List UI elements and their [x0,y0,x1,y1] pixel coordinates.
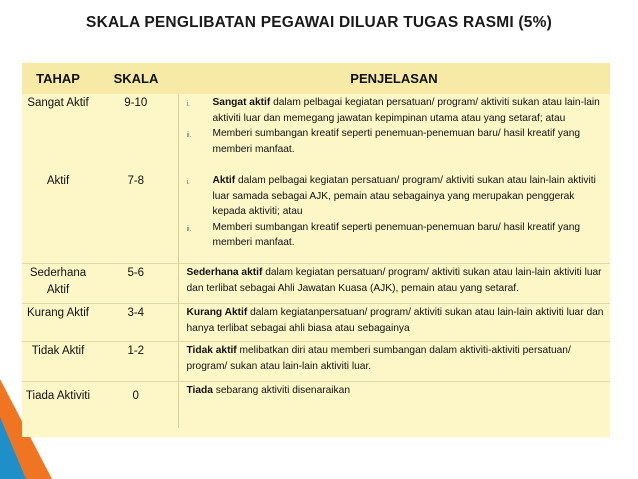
tahap-cell: Aktif [46,175,70,187]
desc-text: sebarang aktiviti disenaraikan [212,385,350,396]
item-number: ii. [186,225,192,233]
skala-cell: 0 [94,382,178,429]
item-text: dalam pelbagai kegiatan persatuan/ program/ aktiviti sukan atau lain-lain aktiviti luar dan memegang jawatan kepimpinan utama atau yang setaraf; atau [212,97,600,124]
desc-bold: Tidak aktif [186,345,237,356]
skala-cell: 9-10 [124,97,148,109]
penjelasan-cell [178,94,610,172]
header-tahap: TAHAP [22,63,94,94]
penjelasan-cell [178,342,610,382]
table-row [22,94,610,172]
scale-table [22,63,610,437]
penjelasan-cell [178,382,610,429]
tahap-cell: Sangat Aktif [27,97,89,109]
table-row [22,304,610,342]
item-text: dalam pelbagai kegiatan persatuan/ program/ aktiviti sukan atau lain-lain aktiviti luar samada sebagai AJK, pemain atau sebagainya yang merupakan penggerak kepada aktiviti; atau [212,175,596,217]
tahap-cell: Tidak Aktif [22,342,94,382]
header-skala: SKALA [94,63,178,94]
desc-text: dalam kegiatanpersatuan/ program/ aktiviti sukan atau lain-lain aktiviti luar dan hanya terlibat sebagai ahli biasa atau sebagainya [186,307,604,334]
slide-title: SKALA PENGLIBATAN PEGAWAI DILUAR TUGAS RASMI (5%) [86,14,552,31]
table-row [22,172,610,264]
desc-bold: Kurang Aktif [186,307,248,318]
table-row [22,342,610,382]
list-item [187,126,605,157]
item-number: i. [186,179,190,186]
skala-cell: 3-4 [94,304,178,342]
item-number: i. [186,101,190,108]
desc-text: dalam kegiatan persatuan/ program/ aktiviti sukan atau lain-lain aktiviti luar dan terlibat sebagai Ahli Jawatan Kuasa (AJK), pemain atau yang setaraf. [186,267,602,294]
tahap-cell: Kurang Aktif [22,304,94,342]
desc-text: melibatkan diri atau memberi sumbangan dalam aktiviti-aktiviti persatuan/ program/ sukan atau lain-lain aktiviti luar. [186,345,571,372]
tahap-cell: Sederhana Aktif [22,264,94,304]
tahap-cell: Tiada Aktiviti [22,382,94,429]
item-bold: Aktif [212,175,236,186]
skala-cell: 5-6 [94,264,178,304]
skala-cell: 7-8 [127,175,145,187]
penjelasan-cell [178,304,610,342]
item-text: Memberi sumbangan kreatif seperti penemuan-penemuan baru/ hasil kreatif yang memberi manfaat. [212,128,581,155]
penjelasan-cell [178,172,610,264]
list-item [187,220,605,251]
desc-bold: Sederhana aktif [186,267,263,278]
table-row [22,264,610,304]
list-item [187,95,605,126]
skala-cell: 1-2 [94,342,178,382]
item-text: Memberi sumbangan kreatif seperti penemuan-penemuan baru/ hasil kreatif yang memberi manfaat. [212,221,581,248]
table-header-row [22,63,610,94]
item-bold: Sangat aktif [212,97,271,108]
penjelasan-cell [178,264,610,304]
item-number: ii. [186,132,192,139]
list-item [187,173,605,220]
header-penjelasan: PENJELASAN [178,63,610,94]
table-row [22,382,610,429]
desc-bold: Tiada [186,385,213,396]
